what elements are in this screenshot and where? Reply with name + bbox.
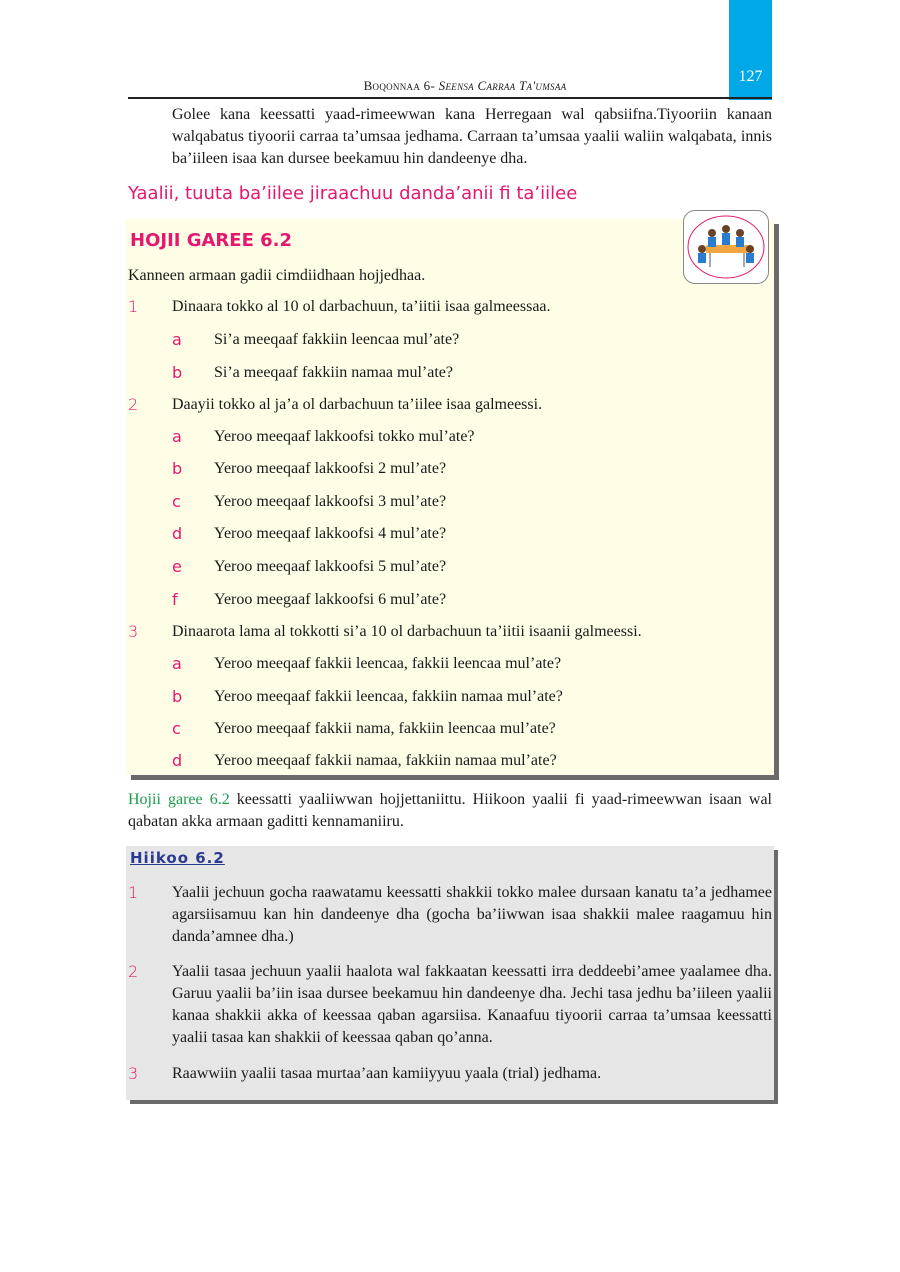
sub-question-letter: a (172, 427, 182, 446)
question-number: 3 (128, 622, 139, 641)
running-head (270, 78, 660, 94)
running-head-title: Seensa Carraa Ta'umsaa (438, 78, 567, 93)
definition-item: Yaalii jechuun gocha raawatamu keessatti shakkii tokko malee dursaan kanatu ta’a jedhamee agarsiisamuu kan hin dandeenye dha (gocha ba’iiwwan isaa shakkii malee raagamuu hin danda’amnee dha.) (172, 884, 772, 945)
sub-question-text: Yeroo meeqaaf fakkii namaa, fakkiin namaa mul’ate? (214, 752, 557, 769)
activity-lead: Kanneen armaan gadii cimdiidhaan hojjedhaa. (128, 267, 426, 284)
sub-question-text: Yeroo meeqaaf fakkii leencaa, fakkii leencaa mul’ate? (214, 655, 562, 672)
sub-question-text: Si’a meeqaaf fakkiin namaa mul’ate? (214, 364, 453, 381)
definition-item: Yaalii tasaa jechuun yaalii haalota wal fakkaatan keessatti irra deddeebi’amee yaalamee dha. Garuu yaalii ba’iin isaa dursee beekamuu hin dandeenye dha. Jechi tasa jedhu ba’iileen yaalii kanaa shakkii akka of keessaa qaban agarsiisa. Kanaafuu tiyoorii carraa ta’umsaa keessatti yaalii tasaa kan shakkii of keessaa qaban qo’anna. (172, 963, 772, 1046)
sub-question-text: Si’a meeqaaf fakkiin leencaa mul’ate? (214, 331, 460, 348)
sub-question-letter: b (172, 459, 183, 478)
after-activity-text: keessatti yaaliiwwan hojjettaniittu. Hiikoon yaalii fi yaad-rimeewwan isaan wal qabatan akka armaan gaditti kennamaniiru. (128, 791, 772, 830)
section-heading: Yaalii, tuuta ba’iilee jiraachuu danda’anii fi ta’iilee (128, 183, 578, 204)
question-text: Dinaara tokko al 10 ol darbachuun, ta’iitii isaa galmeessaa. (172, 298, 551, 315)
question-number: 1 (128, 297, 139, 316)
question-number: 2 (128, 395, 139, 414)
question-text: Daayii tokko al ja’a ol darbachuun ta’iilee isaa galmeessi. (172, 396, 543, 413)
definition-number: 1 (128, 883, 139, 902)
definition-title: Hiikoo 6.2 (130, 849, 225, 867)
sub-question-text: Yeroo meeqaaf lakkoofsi 4 mul’ate? (214, 525, 447, 542)
intro-paragraph: Golee kana keessatti yaad-rimeewwan kana Herregaan wal qabsiifna.Tiyooriin kanaan walqabatus tiyoorii carraa ta’umsaa jedhama. Carraan ta’umsaa yaalii waliin walqabata, innis ba’iileen isaa kan dursee beekamuu hin dandeenye dha. (172, 106, 772, 167)
activity-reference: Hojii garee 6.2 (128, 791, 230, 808)
activity-title: HOJII GAREE 6.2 (130, 230, 293, 251)
sub-question-letter: a (172, 654, 182, 673)
definition-number: 2 (128, 962, 139, 981)
sub-question-letter: b (172, 687, 183, 706)
sub-question-text: Yeroo meegaaf lakkoofsi 6 mul’ate? (214, 591, 447, 608)
sub-question-letter: f (172, 590, 178, 609)
question-text: Dinaarota lama al tokkotti si’a 10 ol darbachuun ta’iitii isaanii galmeessi. (172, 623, 642, 640)
sub-question-text: Yeroo meeqaaf lakkoofsi 3 mul’ate? (214, 493, 447, 510)
sub-question-letter: e (172, 557, 182, 576)
header-rule (128, 97, 772, 99)
sub-question-letter: c (172, 719, 181, 738)
after-activity-paragraph (128, 789, 772, 833)
sub-question-text: Yeroo meeqaaf fakkii nama, fakkiin leencaa mul’ate? (214, 720, 556, 737)
sub-question-text: Yeroo meeqaaf lakkoofsi 5 mul’ate? (214, 558, 447, 575)
sub-question-text: Yeroo meeqaaf lakkoofsi 2 mul’ate? (214, 460, 447, 477)
group-work-illustration (683, 210, 769, 284)
definition-number: 3 (128, 1064, 139, 1083)
sub-question-letter: d (172, 751, 183, 770)
sub-question-text: Yeroo meeqaaf lakkoofsi tokko mul’ate? (214, 428, 475, 445)
definition-item: Raawwiin yaalii tasaa murtaa’aan kamiiyyuu yaala (trial) jedhama. (172, 1065, 602, 1082)
sub-question-text: Yeroo meeqaaf fakkii leencaa, fakkiin namaa mul’ate? (214, 688, 563, 705)
sub-question-letter: c (172, 492, 181, 511)
sub-question-letter: b (172, 363, 183, 382)
sub-question-letter: a (172, 330, 182, 349)
sub-question-letter: d (172, 524, 183, 543)
running-head-prefix: Boqonnaa 6- (363, 78, 439, 93)
page-number: 127 (738, 68, 763, 85)
